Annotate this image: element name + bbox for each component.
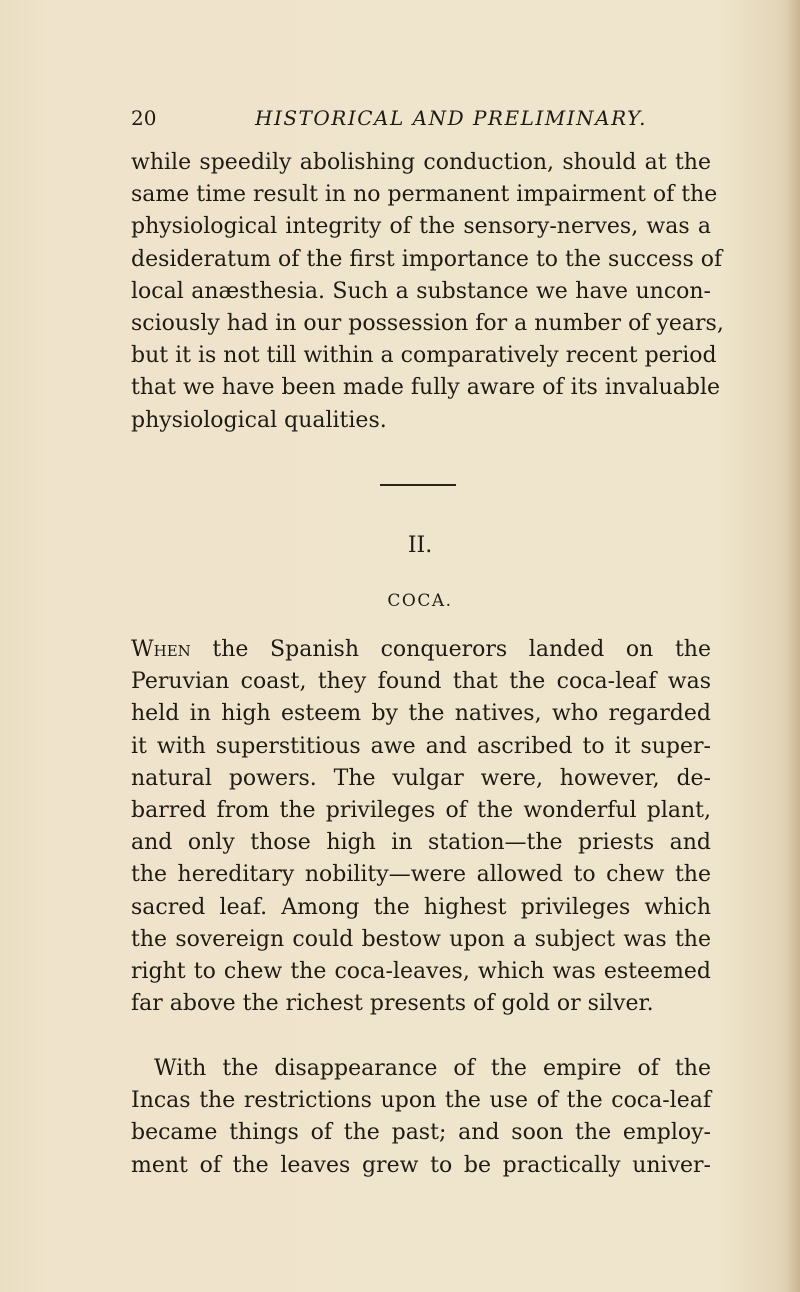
text-line: With the disappearance of the empire of the bbox=[154, 1056, 711, 1081]
running-head bbox=[131, 103, 711, 133]
text-line-first bbox=[131, 634, 711, 666]
section-number: II. bbox=[407, 533, 433, 558]
text-line: while speedily abolishing conduction, should at the bbox=[131, 150, 711, 175]
paragraph-1 bbox=[131, 147, 724, 437]
text-line: ment of the leaves grew to be practically univer- bbox=[131, 1152, 711, 1178]
text-line: sciously had in our possession for a number of years, bbox=[131, 310, 724, 336]
page-edge-shadow bbox=[786, 0, 800, 1292]
opening-line-rest: the Spanish conquerors landed on the bbox=[190, 637, 711, 662]
text-line: sacred leaf. Among the highest privileges which bbox=[131, 894, 711, 920]
text-line: physiological integrity of the sensory-nerves, was a bbox=[131, 214, 711, 240]
text-line: desideratum of the first importance to the success of bbox=[131, 246, 723, 272]
section-title: COCA. bbox=[387, 591, 453, 611]
section-divider bbox=[380, 484, 456, 486]
text-line: became things of the past; and soon the employ- bbox=[131, 1120, 711, 1146]
text-line: that we have been made fully aware of its invaluable bbox=[131, 375, 721, 401]
text-line: local anæsthesia. Such a substance we have uncon- bbox=[131, 278, 711, 304]
text-line: held in high esteem by the natives, who regarded bbox=[131, 701, 711, 727]
opening-word: When bbox=[131, 637, 191, 662]
text-line: the sovereign could bestow upon a subject was the bbox=[131, 926, 711, 952]
page-number: 20 bbox=[131, 106, 157, 130]
paragraph-2 bbox=[131, 634, 711, 1020]
text-line: far above the richest presents of gold or silver. bbox=[131, 991, 654, 1017]
text-line: Incas the restrictions upon the use of the coca-leaf bbox=[131, 1088, 711, 1114]
text-line: the hereditary nobility—were allowed to chew the bbox=[131, 862, 711, 888]
text-line: physiological qualities. bbox=[131, 407, 387, 433]
text-line: but it is not till within a comparatively recent period bbox=[131, 343, 717, 369]
running-head-title: HISTORICAL AND PRELIMINARY. bbox=[255, 106, 648, 130]
paragraph-3 bbox=[131, 1053, 711, 1182]
text-line: and only those high in station—the priests and bbox=[131, 830, 711, 856]
text-line: Peruvian coast, they found that the coca-leaf was bbox=[131, 669, 711, 695]
text-line: natural powers. The vulgar were, however, de- bbox=[131, 765, 711, 791]
text-line: barred from the privileges of the wonderful plant, bbox=[131, 797, 711, 823]
text-line: right to chew the coca-leaves, which was esteemed bbox=[131, 958, 711, 984]
text-line: same time result in no permanent impairment of the bbox=[131, 182, 718, 208]
text-line: it with superstitious awe and ascribed to it super- bbox=[131, 733, 711, 759]
